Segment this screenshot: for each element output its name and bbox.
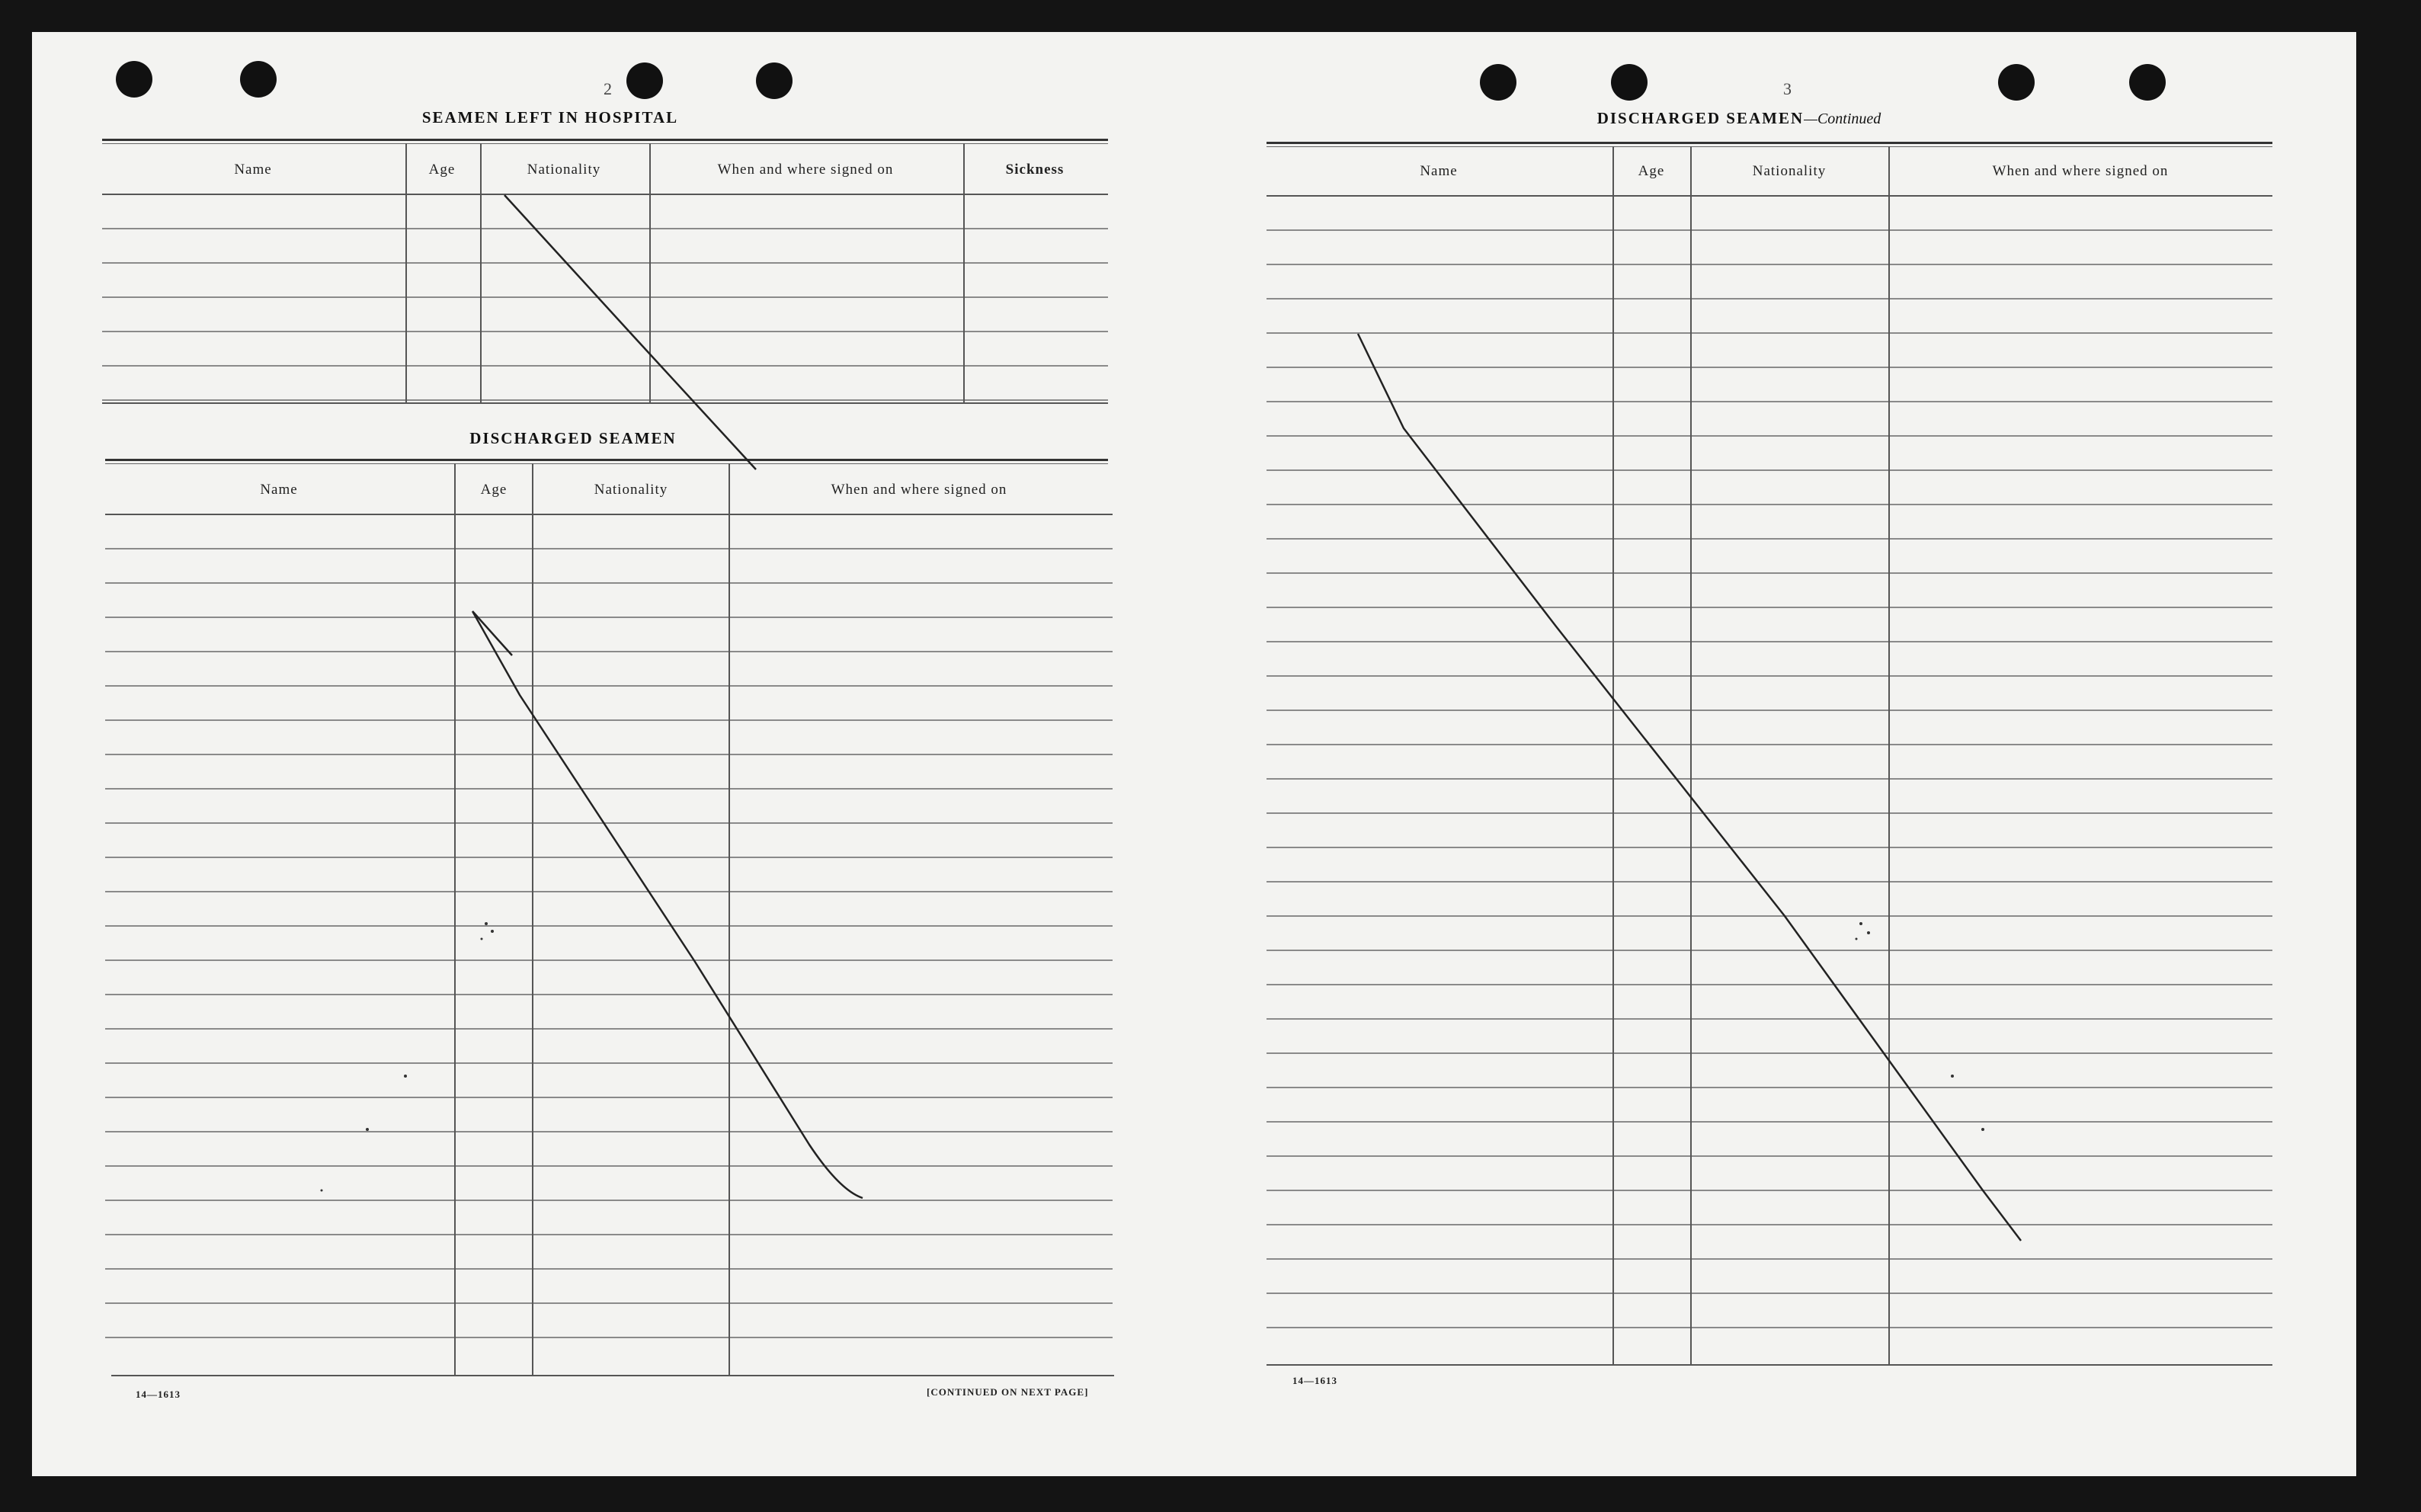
hospital-section-title: SEAMEN LEFT IN HOSPITAL [421, 108, 679, 127]
hospital-col-nationality: Nationality [527, 162, 601, 178]
continued-note: [CONTINUED ON NEXT PAGE] [927, 1386, 1089, 1398]
cancellation-marks [32, 32, 2356, 1476]
right-col-signed-on: When and where signed on [1992, 163, 2169, 179]
left-page-number: 2 [604, 79, 612, 98]
hospital-col-sickness: Sickness [1005, 162, 1065, 178]
discharged-cancel-stroke [472, 611, 863, 1198]
right-col-name: Name [1420, 163, 1458, 179]
discharged-col-name: Name [260, 482, 298, 498]
right-form-number: 14—1613 [1292, 1375, 1337, 1386]
discharged-col-signed-on: When and where signed on [831, 482, 1007, 498]
discharged-col-age: Age [480, 482, 508, 498]
right-col-nationality: Nationality [1752, 163, 1827, 179]
form-sheet [32, 32, 2356, 1476]
right-page-number: 3 [1783, 79, 1792, 98]
hospital-cancel-stroke [504, 195, 756, 469]
right-title-suffix: —Continued [1804, 111, 1881, 127]
hospital-col-age: Age [428, 162, 456, 178]
discharged-col-nationality: Nationality [594, 482, 668, 498]
right-col-age: Age [1638, 163, 1665, 179]
hospital-col-name: Name [234, 162, 272, 178]
hospital-col-signed-on: When and where signed on [717, 162, 894, 178]
discharged-section-title: DISCHARGED SEAMEN [469, 429, 677, 447]
left-form-number: 14—1613 [136, 1389, 181, 1400]
right-cancel-stroke [1358, 334, 2021, 1241]
specks [321, 922, 1985, 1192]
right-title-main: DISCHARGED SEAMEN [1596, 109, 1805, 127]
